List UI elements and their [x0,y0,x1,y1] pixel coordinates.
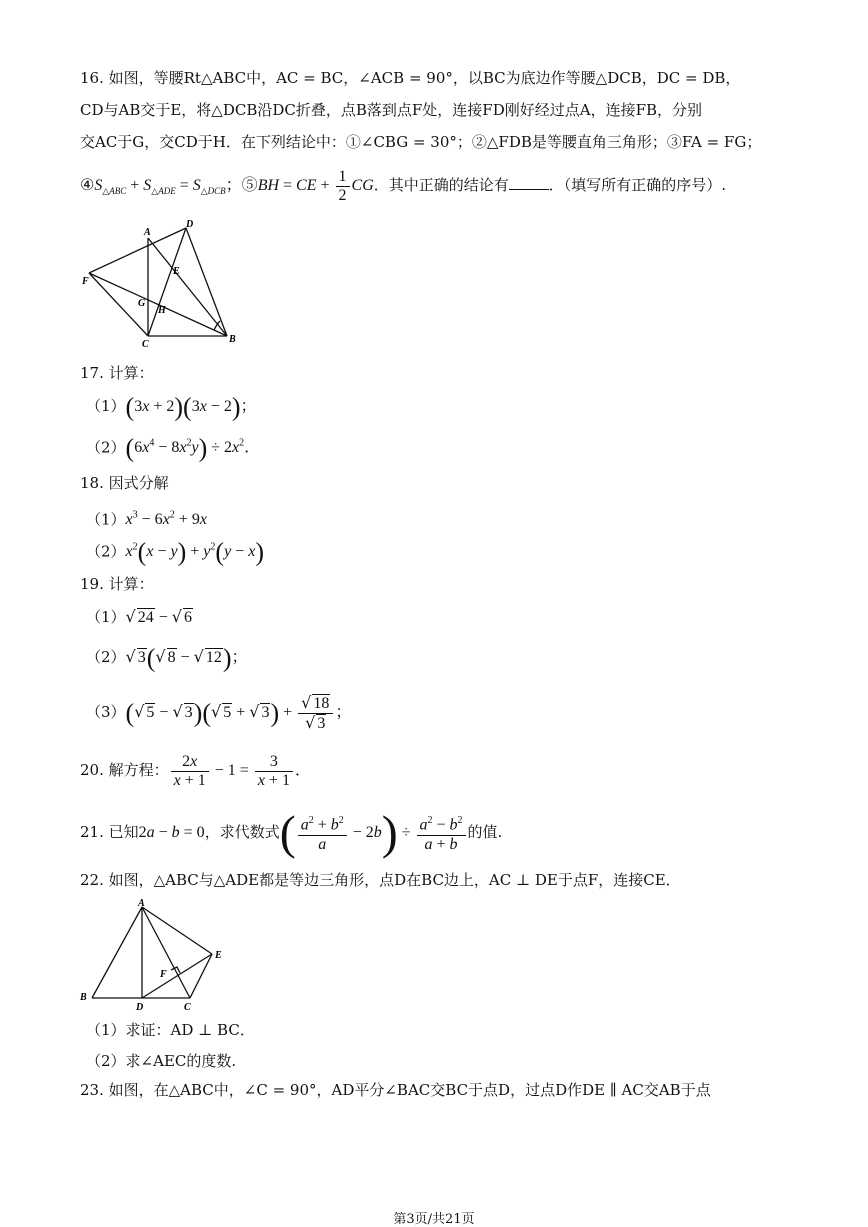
answer-blank[interactable] [509,175,549,190]
q21-line: 21. 已知2a − b = 0，求代数式( $\frac{a^2 + b^2}{a}$ − 2b) ÷ $\frac{a^2 - b^2}{a + b}$ 的值. [80,806,503,860]
q16-label-d: D [186,219,194,230]
q17-part-2: $(2)(6x^4 - 8x^2y) \div 2x^2$． [86,433,261,463]
q16-figure [80,218,240,350]
q16-label-a: A [144,227,151,238]
q16-line4-tail: ．其中正确的结论有 [373,176,509,194]
q23-line-1: 23. 如图，在△ABC中，∠C = 90°，AD平分∠BAC交BC于点D，过点D作DE ∥ AC交AB于点 [80,1081,711,1099]
q16-label-f: F [82,276,89,287]
q16-label-c: C [142,339,149,350]
q19-part-3: （3）(√ 5 − √ 3)(√ 5 + √ 3) + $\frac{√ 18}{√ 3}$ ； [86,692,352,732]
q16-label-g: G [138,298,146,309]
q22-label-b: B [80,992,87,1003]
q22-label-d: D [136,1002,144,1013]
q16-label-h: H [158,305,166,316]
q22-label-f: F [160,969,167,980]
q22-label-e: E [215,950,222,961]
q19-part-2: （2）√ 3(√ 8 − √ 12)； [86,643,248,673]
page-footer: 第3页/共21页 [393,1212,475,1227]
q17-part-1: （1）(3x + 2)(3x − 2)； [86,392,257,422]
q16-line-1: 16. 如图，等腰Rt△ABC中，AC = BC，∠ACB = 90°，以BC为底边作等腰△DCB，DC = DB， [80,69,741,87]
q16-label-e: E [173,266,180,277]
q22-figure [78,896,228,1014]
q22-label-c: C [184,1002,191,1013]
q18-title: 18. 因式分解 [80,474,169,492]
q22-part-1: （1）求证：AD ⊥ BC． [86,1021,255,1039]
q22-part-2: （2）求∠AEC的度数. [86,1052,237,1070]
q19-part-1: （1）√ 24 − √ 6 [86,607,192,626]
q16-label-b: B [229,334,236,345]
q16-line-2: CD与AB交于E，将△DCB沿DC折叠，点B落到点F处，连接FD刚好经过点A，连接FB，分别 [80,101,703,119]
q17-title: 17. 计算： [80,364,154,382]
q22-line-1: 22. 如图，△ABC与△ADE都是等边三角形，点D在BC边上，AC ⊥ DE于点F，连接CE． [80,871,681,889]
q18-part-1: $(1)x^3 - 6x^2 + 9x$ [86,510,207,529]
q18-part-2: $(2)x^2(x - y) + y^2(y - x)$ [86,537,264,567]
q16-line4-end: ．（填写所有正确的序号）. [548,176,727,194]
q22-label-a: A [138,898,145,909]
q16-line-4: $④S_{\triangle ABC} + S_{\triangle ADE} = S_{\triangle DCB}$；⑤BH = CE + $\frac{1}{2}$ CG．其中正确的结论有 ．（填写所有正确的序号）. [80,167,727,204]
q20-line: 20. 解方程： $\frac{2x}{x + 1}$ − 1 = $\frac{3}{x + 1}$ ． [80,752,311,789]
q19-title: 19. 计算： [80,575,154,593]
q16-line-3: 交AC于G，交CD于H．在下列结论中：①∠CBG = 30°；②△FDB是等腰直角三角形；③FA = FG； [80,133,762,151]
